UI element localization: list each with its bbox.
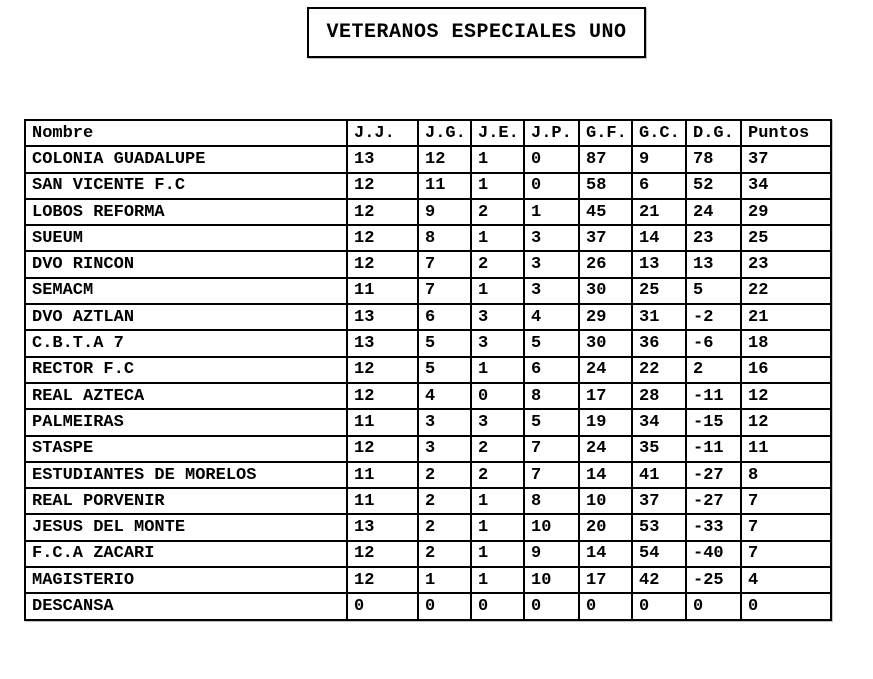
column-header-gf: G.F. <box>579 120 632 146</box>
team-name-cell: REAL PORVENIR <box>25 488 347 514</box>
stat-cell-gc: 42 <box>632 567 686 593</box>
stat-cell-je: 1 <box>471 173 524 199</box>
stat-cell-jj: 11 <box>347 462 418 488</box>
stat-cell-dg: 0 <box>686 593 741 619</box>
table-row <box>25 593 831 619</box>
stat-cell-jg: 5 <box>418 330 471 356</box>
stat-cell-jg: 11 <box>418 173 471 199</box>
stat-cell-jp: 3 <box>524 278 579 304</box>
stat-cell-jp: 7 <box>524 462 579 488</box>
stat-cell-jg: 0 <box>418 593 471 619</box>
table-row <box>25 304 831 330</box>
stat-cell-jj: 13 <box>347 146 418 172</box>
stat-cell-gc: 34 <box>632 409 686 435</box>
stat-cell-jj: 12 <box>347 173 418 199</box>
stat-cell-gc: 31 <box>632 304 686 330</box>
stat-cell-dg: -2 <box>686 304 741 330</box>
stat-cell-puntos: 4 <box>741 567 831 593</box>
stat-cell-jg: 6 <box>418 304 471 330</box>
stat-cell-gf: 14 <box>579 541 632 567</box>
stat-cell-jj: 13 <box>347 514 418 540</box>
stat-cell-jg: 2 <box>418 488 471 514</box>
stat-cell-je: 1 <box>471 488 524 514</box>
stat-cell-jg: 12 <box>418 146 471 172</box>
stat-cell-je: 1 <box>471 541 524 567</box>
stat-cell-jj: 12 <box>347 251 418 277</box>
column-header-jg: J.G. <box>418 120 471 146</box>
stat-cell-gf: 17 <box>579 383 632 409</box>
stat-cell-dg: 13 <box>686 251 741 277</box>
stat-cell-gc: 9 <box>632 146 686 172</box>
team-name-cell: REAL AZTECA <box>25 383 347 409</box>
stat-cell-je: 1 <box>471 146 524 172</box>
column-header-je: J.E. <box>471 120 524 146</box>
stat-cell-jj: 12 <box>347 199 418 225</box>
stat-cell-jp: 4 <box>524 304 579 330</box>
stat-cell-puntos: 8 <box>741 462 831 488</box>
team-name-cell: SEMACM <box>25 278 347 304</box>
stat-cell-je: 2 <box>471 462 524 488</box>
stat-cell-jp: 5 <box>524 330 579 356</box>
stat-cell-gc: 25 <box>632 278 686 304</box>
stat-cell-puntos: 0 <box>741 593 831 619</box>
stat-cell-gf: 37 <box>579 225 632 251</box>
column-header-puntos: Puntos <box>741 120 831 146</box>
stat-cell-gf: 30 <box>579 330 632 356</box>
team-name-cell: DESCANSA <box>25 593 347 619</box>
team-name-cell: DVO RINCON <box>25 251 347 277</box>
stat-cell-puntos: 25 <box>741 225 831 251</box>
team-name-cell: SUEUM <box>25 225 347 251</box>
column-header-jj: J.J. <box>347 120 418 146</box>
stat-cell-gc: 28 <box>632 383 686 409</box>
table-row <box>25 409 831 435</box>
standings-table <box>24 119 832 621</box>
table-row <box>25 330 831 356</box>
table-row <box>25 436 831 462</box>
stat-cell-jj: 12 <box>347 357 418 383</box>
stat-cell-jg: 7 <box>418 278 471 304</box>
stat-cell-dg: 2 <box>686 357 741 383</box>
stat-cell-gc: 6 <box>632 173 686 199</box>
stat-cell-gf: 20 <box>579 514 632 540</box>
table-row <box>25 251 831 277</box>
team-name-cell: DVO AZTLAN <box>25 304 347 330</box>
stat-cell-gf: 45 <box>579 199 632 225</box>
table-row <box>25 514 831 540</box>
stat-cell-dg: 24 <box>686 199 741 225</box>
stat-cell-gf: 14 <box>579 462 632 488</box>
table-body <box>25 146 831 619</box>
stat-cell-jp: 10 <box>524 514 579 540</box>
stat-cell-gc: 22 <box>632 357 686 383</box>
stat-cell-gf: 24 <box>579 436 632 462</box>
team-name-cell: STASPE <box>25 436 347 462</box>
team-name-cell: RECTOR F.C <box>25 357 347 383</box>
stat-cell-gf: 24 <box>579 357 632 383</box>
stat-cell-jp: 3 <box>524 225 579 251</box>
stat-cell-gc: 35 <box>632 436 686 462</box>
stat-cell-jg: 1 <box>418 567 471 593</box>
stat-cell-gf: 30 <box>579 278 632 304</box>
team-name-cell: C.B.T.A 7 <box>25 330 347 356</box>
stat-cell-jp: 7 <box>524 436 579 462</box>
stat-cell-je: 3 <box>471 409 524 435</box>
stat-cell-je: 1 <box>471 357 524 383</box>
stat-cell-puntos: 34 <box>741 173 831 199</box>
stat-cell-jp: 0 <box>524 146 579 172</box>
stat-cell-jp: 0 <box>524 173 579 199</box>
stat-cell-gc: 0 <box>632 593 686 619</box>
stat-cell-jp: 9 <box>524 541 579 567</box>
stat-cell-jg: 3 <box>418 436 471 462</box>
table-row <box>25 278 831 304</box>
stat-cell-gc: 21 <box>632 199 686 225</box>
stat-cell-jj: 12 <box>347 541 418 567</box>
stat-cell-puntos: 18 <box>741 330 831 356</box>
column-header-gc: G.C. <box>632 120 686 146</box>
column-header-dg: D.G. <box>686 120 741 146</box>
stat-cell-je: 3 <box>471 330 524 356</box>
stat-cell-puntos: 16 <box>741 357 831 383</box>
stat-cell-puntos: 11 <box>741 436 831 462</box>
stat-cell-jp: 8 <box>524 488 579 514</box>
stat-cell-je: 1 <box>471 567 524 593</box>
stat-cell-je: 0 <box>471 383 524 409</box>
team-name-cell: F.C.A ZACARI <box>25 541 347 567</box>
team-name-cell: JESUS DEL MONTE <box>25 514 347 540</box>
stat-cell-jp: 3 <box>524 251 579 277</box>
stat-cell-dg: -27 <box>686 488 741 514</box>
team-name-cell: LOBOS REFORMA <box>25 199 347 225</box>
table-row <box>25 567 831 593</box>
stat-cell-gf: 0 <box>579 593 632 619</box>
stat-cell-dg: -40 <box>686 541 741 567</box>
stat-cell-dg: 78 <box>686 146 741 172</box>
table-row <box>25 173 831 199</box>
stat-cell-jj: 11 <box>347 278 418 304</box>
stat-cell-gc: 37 <box>632 488 686 514</box>
team-name-cell: ESTUDIANTES DE MORELOS <box>25 462 347 488</box>
stat-cell-gc: 54 <box>632 541 686 567</box>
stat-cell-gc: 53 <box>632 514 686 540</box>
column-header-jp: J.P. <box>524 120 579 146</box>
table-row <box>25 462 831 488</box>
stat-cell-jg: 7 <box>418 251 471 277</box>
stat-cell-puntos: 7 <box>741 541 831 567</box>
column-header-nombre: Nombre <box>25 120 347 146</box>
stat-cell-gf: 26 <box>579 251 632 277</box>
stat-cell-jj: 13 <box>347 304 418 330</box>
stat-cell-dg: -15 <box>686 409 741 435</box>
stat-cell-jp: 10 <box>524 567 579 593</box>
stat-cell-dg: 52 <box>686 173 741 199</box>
stat-cell-jp: 0 <box>524 593 579 619</box>
stat-cell-dg: 5 <box>686 278 741 304</box>
stat-cell-gf: 10 <box>579 488 632 514</box>
team-name-cell: SAN VICENTE F.C <box>25 173 347 199</box>
stat-cell-je: 1 <box>471 514 524 540</box>
stat-cell-dg: -11 <box>686 383 741 409</box>
stat-cell-jj: 12 <box>347 436 418 462</box>
stat-cell-gc: 13 <box>632 251 686 277</box>
stat-cell-dg: -33 <box>686 514 741 540</box>
stat-cell-gf: 17 <box>579 567 632 593</box>
header-row <box>25 120 831 146</box>
stat-cell-puntos: 29 <box>741 199 831 225</box>
table-row <box>25 357 831 383</box>
stat-cell-puntos: 12 <box>741 409 831 435</box>
stat-cell-jg: 8 <box>418 225 471 251</box>
stat-cell-dg: -27 <box>686 462 741 488</box>
stat-cell-gc: 41 <box>632 462 686 488</box>
stat-cell-jj: 13 <box>347 330 418 356</box>
stat-cell-jg: 5 <box>418 357 471 383</box>
stat-cell-je: 1 <box>471 225 524 251</box>
stat-cell-je: 2 <box>471 436 524 462</box>
league-title-box <box>307 7 646 58</box>
stat-cell-jj: 12 <box>347 567 418 593</box>
table-header <box>25 120 831 146</box>
stat-cell-dg: -25 <box>686 567 741 593</box>
stat-cell-puntos: 12 <box>741 383 831 409</box>
stat-cell-jg: 2 <box>418 462 471 488</box>
page-title: VETERANOS ESPECIALES UNO <box>326 21 627 44</box>
stat-cell-je: 2 <box>471 199 524 225</box>
stat-cell-jp: 5 <box>524 409 579 435</box>
stat-cell-jj: 0 <box>347 593 418 619</box>
stat-cell-je: 2 <box>471 251 524 277</box>
stat-cell-je: 0 <box>471 593 524 619</box>
stat-cell-jj: 12 <box>347 225 418 251</box>
stat-cell-puntos: 7 <box>741 488 831 514</box>
stat-cell-puntos: 22 <box>741 278 831 304</box>
team-name-cell: COLONIA GUADALUPE <box>25 146 347 172</box>
table-row <box>25 146 831 172</box>
stat-cell-puntos: 37 <box>741 146 831 172</box>
stat-cell-dg: 23 <box>686 225 741 251</box>
stat-cell-je: 3 <box>471 304 524 330</box>
stat-cell-puntos: 23 <box>741 251 831 277</box>
stat-cell-jj: 11 <box>347 488 418 514</box>
stat-cell-jj: 12 <box>347 383 418 409</box>
table-row <box>25 199 831 225</box>
stat-cell-gf: 19 <box>579 409 632 435</box>
stat-cell-dg: -11 <box>686 436 741 462</box>
stat-cell-puntos: 21 <box>741 304 831 330</box>
team-name-cell: MAGISTERIO <box>25 567 347 593</box>
stat-cell-gf: 29 <box>579 304 632 330</box>
stat-cell-puntos: 7 <box>741 514 831 540</box>
stat-cell-jg: 4 <box>418 383 471 409</box>
stat-cell-jg: 2 <box>418 514 471 540</box>
stat-cell-jg: 9 <box>418 199 471 225</box>
stat-cell-je: 1 <box>471 278 524 304</box>
stat-cell-jg: 2 <box>418 541 471 567</box>
stat-cell-jp: 1 <box>524 199 579 225</box>
table-row <box>25 488 831 514</box>
stat-cell-dg: -6 <box>686 330 741 356</box>
table-row <box>25 541 831 567</box>
stat-cell-jj: 11 <box>347 409 418 435</box>
stat-cell-gf: 58 <box>579 173 632 199</box>
stat-cell-jp: 8 <box>524 383 579 409</box>
stat-cell-jp: 6 <box>524 357 579 383</box>
table-row <box>25 225 831 251</box>
table-row <box>25 383 831 409</box>
stat-cell-gc: 36 <box>632 330 686 356</box>
team-name-cell: PALMEIRAS <box>25 409 347 435</box>
stat-cell-jg: 3 <box>418 409 471 435</box>
stat-cell-gf: 87 <box>579 146 632 172</box>
stat-cell-gc: 14 <box>632 225 686 251</box>
